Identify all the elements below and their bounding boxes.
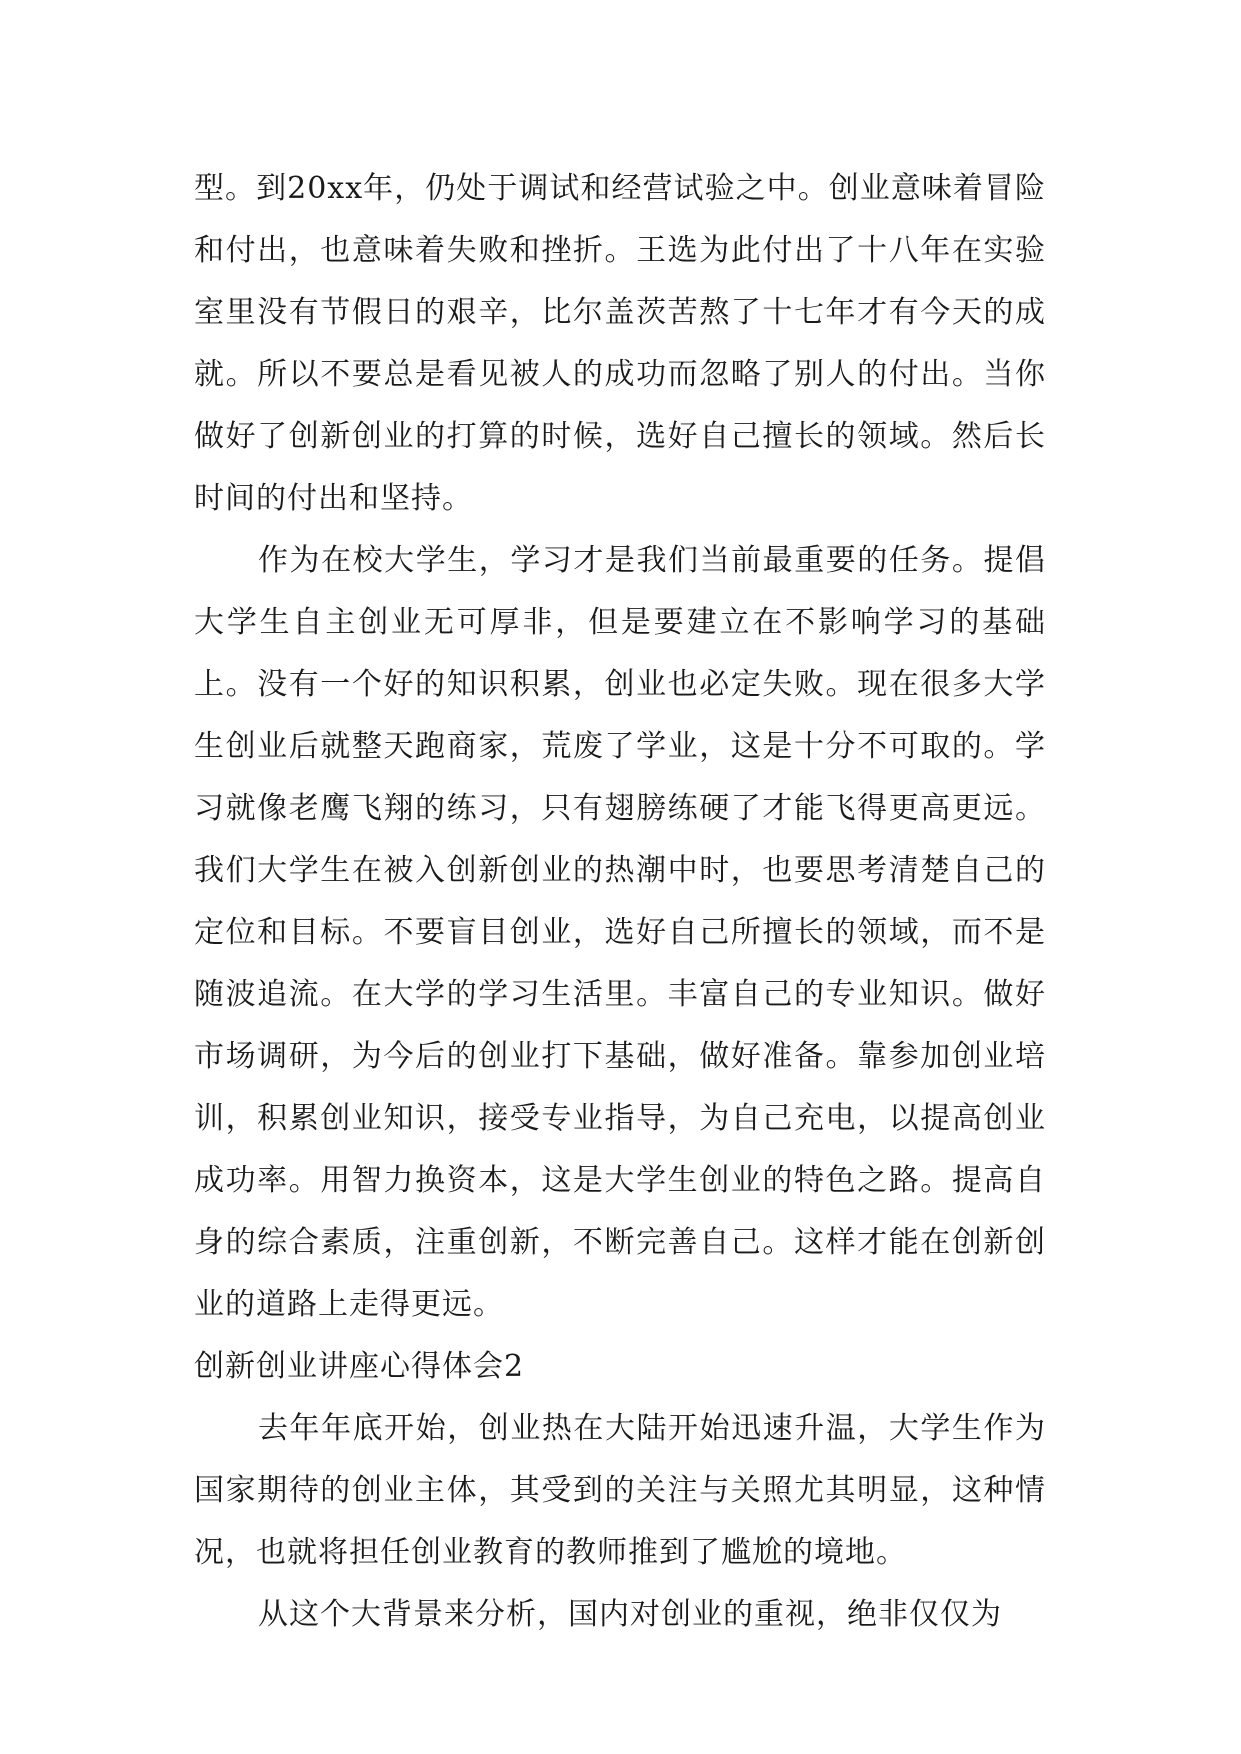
body-paragraph-4: 从这个大背景来分析，国内对创业的重视，绝非仅仅为 — [258, 1597, 1002, 1632]
document-page — [194, 158, 1046, 1646]
body-paragraph-2: 作为在校大学生，学习才是我们当前最重要的任务。提倡大学生自主创业无可厚非，但是要建立在不影响学习的基础上。没有一个好的知识积累，创业也必定失败。现在很多大学生创业后就整天跑商家，荒废了学业，这是十分不可取的。学习就像老鹰飞翔的练习，只有翅膀练硬了才能飞得更高更远。我们大学生在被入创新创业的热潮中时，也要思考清楚自己的定位和目标。不要盲目创业，选好自己所擅长的领域，而不是随波追流。在大学的学习生活里。丰富自己的专业知识。做好市场调研，为今后的创业打下基础，做好准备。靠参加创业培训，积累创业知识，接受专业指导，为自己充电，以提高创业成功率。用智力换资本，这是大学生创业的特色之路。提高自身的综合素质，注重创新，不断完善自己。这样才能在创新创业的道路上走得更远。 — [194, 543, 1046, 1322]
section-title: 创新创业讲座心得体会2 — [194, 1349, 525, 1384]
body-paragraph-1: 型。到20xx年，仍处于调试和经营试验之中。创业意味着冒险和付出，也意味着失败和挫折。王选为此付出了十八年在实验室里没有节假日的艰辛，比尔盖茨苦熬了十七年才有今天的成就。所以不要总是看见被人的成功而忽略了别人的付出。当你做好了创新创业的打算的时候，选好自己擅长的领域。然后长时间的付出和坚持。 — [194, 171, 1046, 516]
body-paragraph-3: 去年年底开始，创业热在大陆开始迅速升温，大学生作为国家期待的创业主体，其受到的关注与关照尤其明显，这种情况，也就将担任创业教育的教师推到了尴尬的境地。 — [194, 1411, 1046, 1570]
